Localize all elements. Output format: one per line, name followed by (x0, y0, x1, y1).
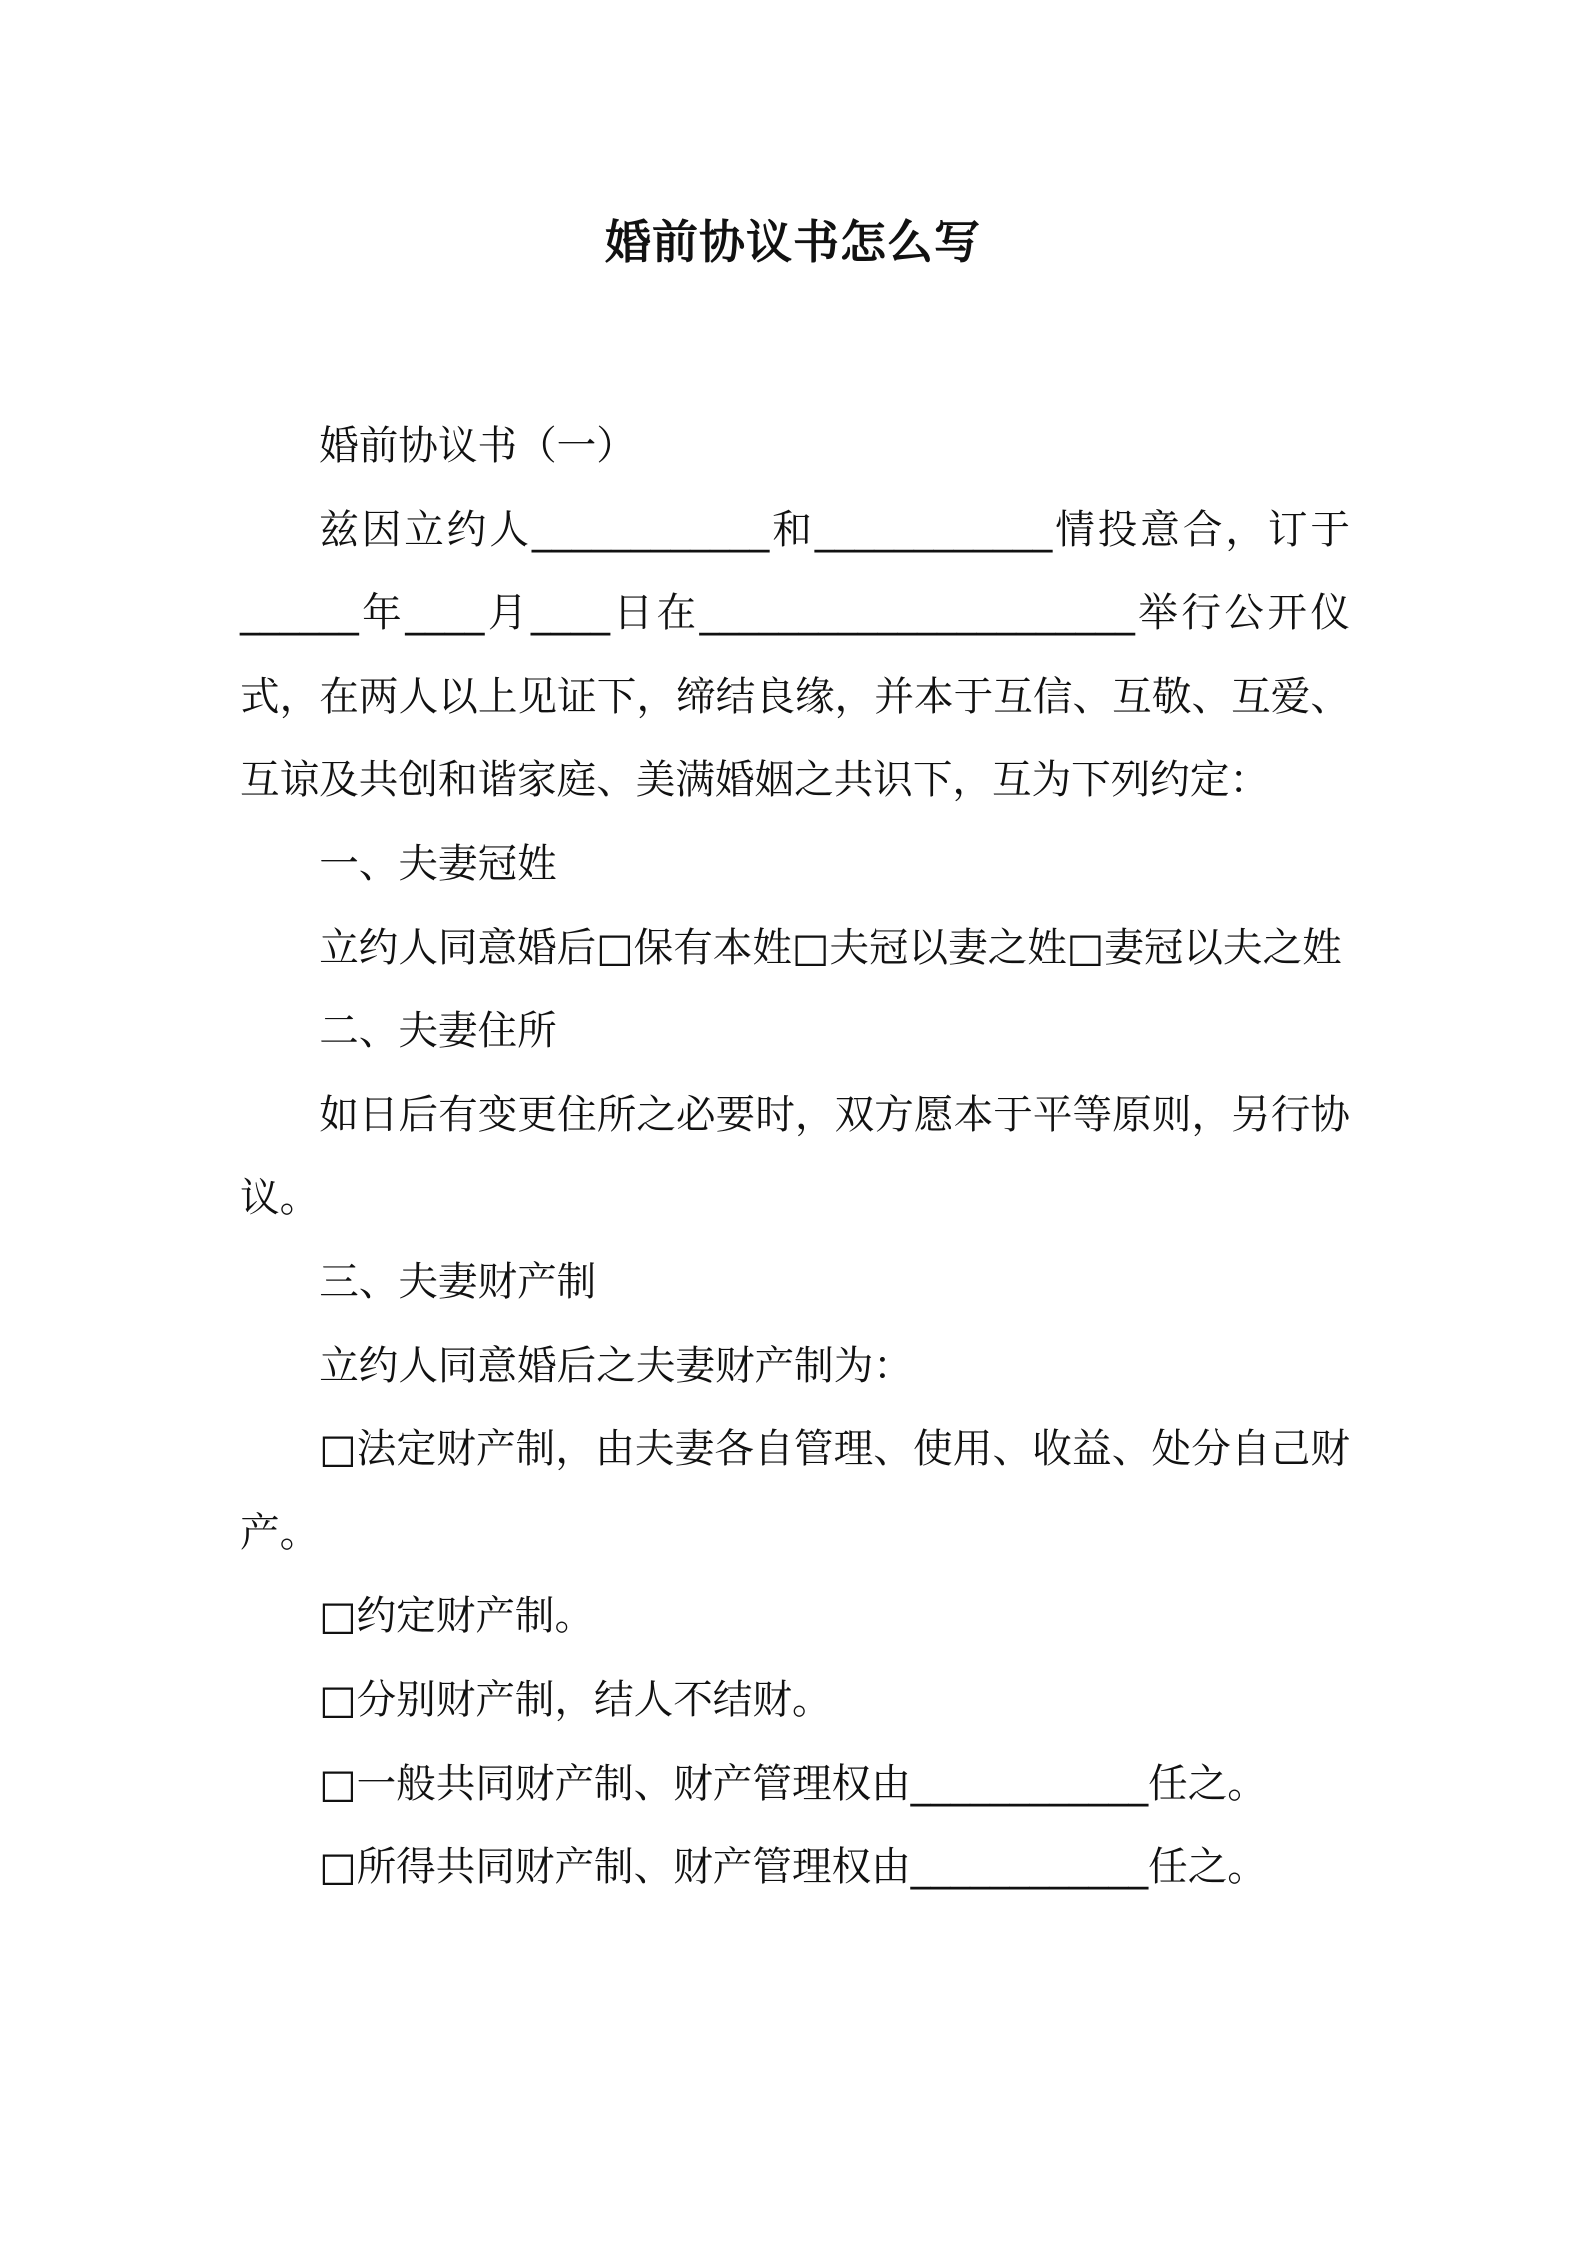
preamble-paragraph: 兹因立约人____________和____________情投意合，订于______年____月____日在______________________举行公开仪式，在两人以上见证下，缔结良缘，并本于互信、互敬、互爱、互谅及共创和谐家庭、美满婚姻之共识下，互为下列约定： (240, 506, 1350, 804)
property-option-agreed: □约定财产制。 (319, 1593, 595, 1640)
surname-clause: 立约人同意婚后□保有本姓□夫冠以妻之姓□妻冠以夫之姓 (319, 924, 1342, 971)
property-option-statutory: □法定财产制，由夫妻各自管理、使用、收益、处分自己财产。 (240, 1426, 1350, 1556)
property-option-general-common: □一般共同财产制、财产管理权由____________任之。 (319, 1760, 1267, 1807)
property-option-separate: □分别财产制，结人不结财。 (319, 1676, 832, 1723)
document-title: 婚前协议书怎么写 (605, 215, 981, 269)
section-heading-residence: 二、夫妻住所 (319, 1008, 557, 1055)
property-option-income-common: □所得共同财产制、财产管理权由____________任之。 (319, 1844, 1267, 1891)
agreement-heading: 婚前协议书（一） (319, 423, 636, 469)
document-body (240, 405, 1350, 1910)
residence-clause: 如日后有变更住所之必要时，双方愿本于平等原则，另行协议。 (240, 1091, 1350, 1222)
section-heading-property: 三、夫妻财产制 (319, 1258, 597, 1305)
property-intro: 立约人同意婚后之夫妻财产制为： (319, 1342, 913, 1389)
section-heading-surname: 一、夫妻冠姓 (319, 840, 557, 887)
